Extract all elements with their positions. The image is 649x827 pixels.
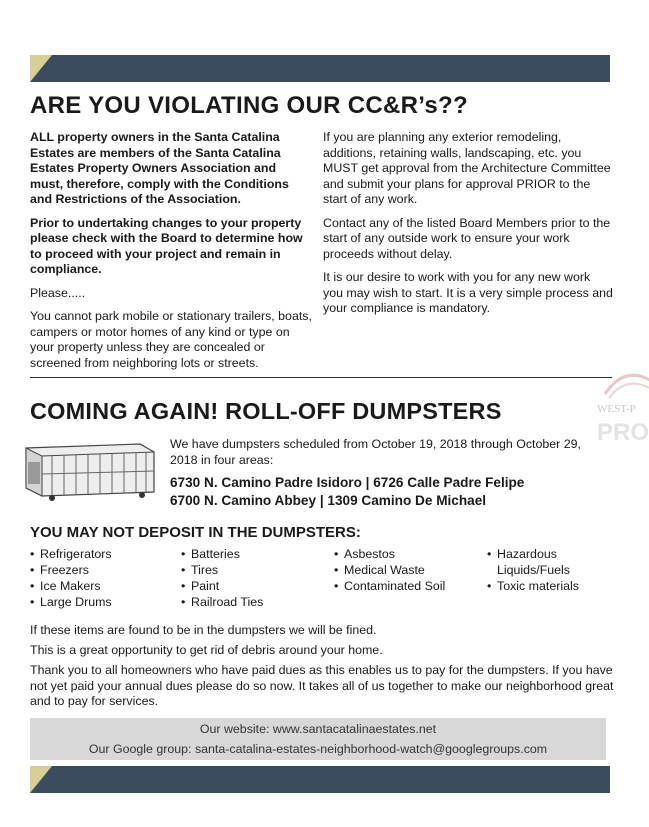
address-line-1: 6730 N. Camino Padre Isidoro | 6726 Calle Padre Felipe <box>170 475 525 490</box>
prohibited-list-2 <box>181 546 263 610</box>
prohibited-list-3 <box>334 546 454 594</box>
list-item: • Large Drums <box>30 594 112 610</box>
prohibited-list-1 <box>30 546 112 610</box>
list-item: • Toxic materials <box>487 578 597 594</box>
prohibited-list-4 <box>487 546 597 594</box>
dumpster-schedule: We have dumpsters scheduled from October 19, 2018 through October 29, 2018 in four areas: <box>170 437 581 467</box>
thanks-note: Thank you to all homeowners who have paid dues as this enables us to pay for the dumpsters. If you have not yet paid your annual dues please do so now. It takes all of us together to make our neighborhood great and to pay for services. <box>30 663 614 708</box>
footer-info <box>30 718 606 760</box>
desire-paragraph: It is our desire to work with you for any new work you may wish to start. It is a very simple process and your compliance is mandatory. <box>323 270 613 315</box>
list-item: • Ice Makers <box>30 578 112 594</box>
watermark-text-2: PRO <box>597 419 649 446</box>
please-paragraph: Please..... <box>30 285 86 300</box>
list-item: • Freezers <box>30 562 112 578</box>
bottom-banner <box>30 766 610 793</box>
banner-accent <box>30 766 52 793</box>
watermark-text-1: WEST-P <box>597 403 636 415</box>
opportunity-note: This is a great opportunity to get rid of debris around your home. <box>30 643 383 657</box>
list-item: • Batteries <box>181 546 263 562</box>
dumpsters-heading: COMING AGAIN! ROLL-OFF DUMPSTERS <box>30 398 502 424</box>
list-item: • Paint <box>181 578 263 594</box>
list-item: • Asbestos <box>334 546 454 562</box>
list-item: • Refrigerators <box>30 546 112 562</box>
prior-check-paragraph: Prior to undertaking changes to your property please check with the Board to determine how to proceed with your project and remain in compliance. <box>30 215 303 276</box>
list-item: • Hazardous Liquids/Fuels <box>487 546 597 578</box>
fined-note: If these items are found to be in the dumpsters we will be fined. <box>30 623 377 637</box>
top-banner <box>30 55 610 82</box>
website-link[interactable]: Our website: www.santacatalinaestates.net <box>199 722 437 736</box>
list-item: • Tires <box>181 562 263 578</box>
remodeling-paragraph: If you are planning any exterior remodeling, additions, retaining walls, landscaping, etc. you MUST get approval from the Architecture Committee and submit your plans for approval PRIOR to the start of any work. <box>323 130 611 206</box>
violating-left-column <box>30 130 312 379</box>
section-divider <box>30 377 612 378</box>
dumpster-locations <box>170 474 524 510</box>
dumpster-image <box>22 438 158 502</box>
deposit-heading: YOU MAY NOT DEPOSIT IN THE DUMPSTERS: <box>30 524 361 541</box>
list-item: • Contaminated Soil <box>334 578 454 594</box>
violating-right-column <box>323 130 613 325</box>
list-item: • Medical Waste <box>334 562 454 578</box>
membership-paragraph: ALL property owners in the Santa Catalina Estates are members of the Santa Catalina Estates Property Owners Association and must, therefore, comply with the Conditions and Restrictions of the Association. <box>30 130 289 206</box>
google-group-link[interactable]: Our Google group: santa-catalina-estates-neighborhood-watch@googlegroups.com <box>88 742 548 756</box>
list-item: • Railroad Ties <box>181 594 263 610</box>
violating-heading: ARE YOU VIOLATING OUR CC&R’s?? <box>30 92 468 119</box>
address-line-2: 6700 N. Camino Abbey | 1309 Camino De Michael <box>170 493 487 508</box>
parking-paragraph: You cannot park mobile or stationary trailers, boats, campers or motor homes of any kind or type on your property unless they are concealed or screened from neighboring lots or streets. <box>30 309 312 370</box>
contact-paragraph: Contact any of the listed Board Members prior to the start of any outside work to ensure your work proceeds without delay. <box>323 215 611 261</box>
banner-accent <box>30 55 52 82</box>
